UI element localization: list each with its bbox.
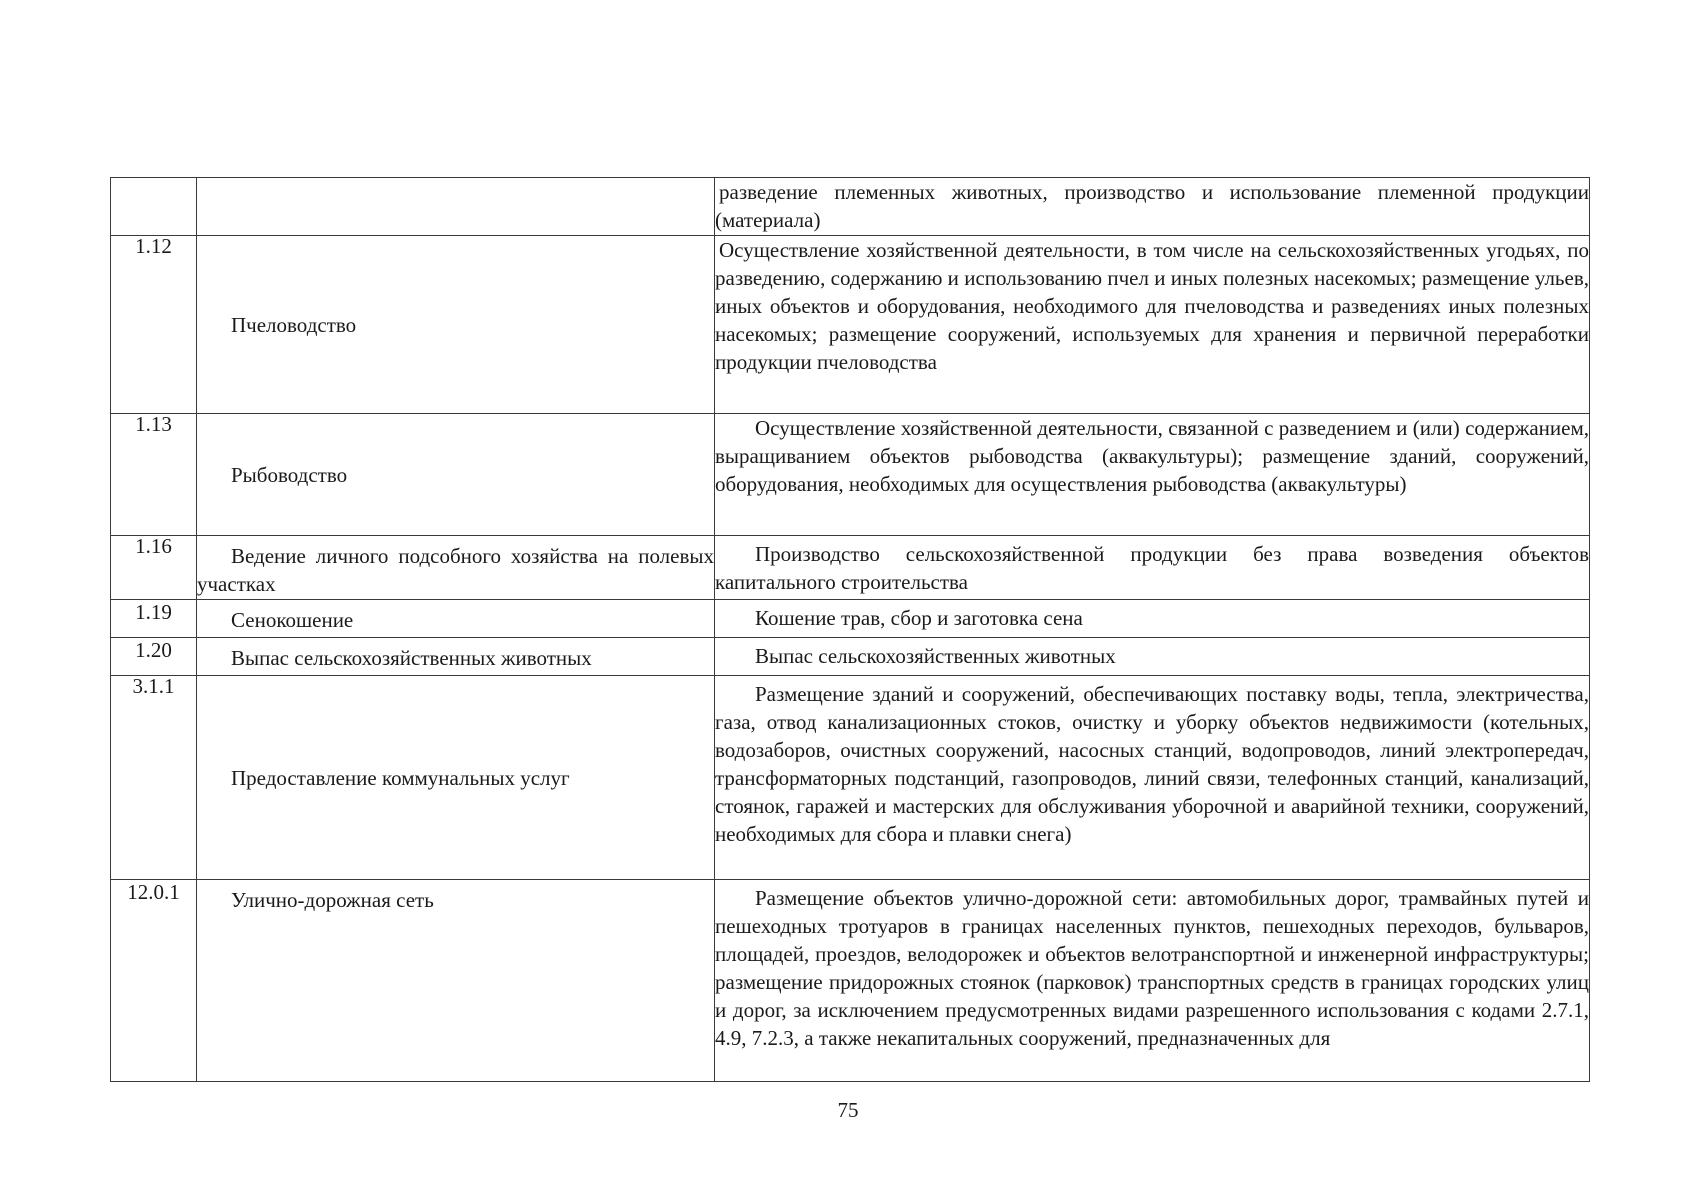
code-cell [111, 880, 197, 1082]
code-cell [111, 676, 197, 880]
code-cell [111, 178, 197, 236]
description-cell [715, 676, 1590, 880]
code-text: 1.13 [135, 412, 172, 436]
table-row [111, 676, 1590, 880]
name-text: Пчеловодство [231, 312, 357, 337]
description-text: Производство сельскохозяйственной продукции без права возведения объектов капитального строительства [715, 542, 1589, 594]
description-text: Кошение трав, сбор и заготовка сена [755, 606, 1083, 630]
description-cell [715, 600, 1590, 638]
code-cell [111, 638, 197, 676]
name-cell [197, 178, 715, 236]
code-text: 1.16 [135, 534, 172, 558]
name-cell [197, 414, 715, 536]
page-number: 75 [837, 1098, 859, 1122]
name-cell [197, 880, 715, 1082]
code-cell [111, 600, 197, 638]
land-use-table [110, 177, 1590, 1082]
description-cell [715, 880, 1590, 1082]
name-cell [197, 638, 715, 676]
table-row [111, 638, 1590, 676]
description-cell [715, 178, 1590, 236]
name-cell [197, 676, 715, 880]
name-text: Сенокошение [231, 608, 354, 632]
code-text: 1.12 [135, 234, 172, 258]
table-row [111, 600, 1590, 638]
table-row [111, 414, 1590, 536]
name-text: Рыбоводство [231, 462, 348, 487]
description-text: Размещение объектов улично-дорожной сети: автомобильных дорог, трамвайных путей и пешеходных тротуаров в границах населенных пунктов, пешеходных переходов, бульваров, площадей, проездов, велодорожек и объектов велотранспортной и инженерной инфраструктуры; размещение придорожных стоянок (парковок) транспортных средств в границах городских улиц и дорог, за исключением предусмотренных видами разрешенного использования с кодами 2.7.1, 4.9, 7.2.3, а также некапитальных сооружений, предназначенных для [715, 886, 1589, 1050]
description-cell [715, 638, 1590, 676]
code-cell [111, 414, 197, 536]
name-cell [197, 536, 715, 600]
table-row [111, 178, 1590, 236]
code-cell [111, 236, 197, 414]
table-row [111, 880, 1590, 1082]
description-text: разведение племенных животных, производство и использование племенной продукции (материала) [715, 180, 1589, 232]
code-text: 3.1.1 [132, 674, 175, 698]
name-cell [197, 236, 715, 414]
name-text: Улично-дорожная сеть [231, 888, 434, 912]
description-cell [715, 236, 1590, 414]
description-text: Выпас сельскохозяйственных животных [755, 644, 1116, 668]
name-text: Ведение личного подсобного хозяйства на полевых участках [197, 544, 714, 596]
code-cell [111, 536, 197, 600]
description-cell [715, 536, 1590, 600]
description-text: Размещение зданий и сооружений, обеспечивающих поставку воды, тепла, электричества, газа, отвод канализационных стоков, очистку и уборку объектов недвижимости (котельных, водозаборов, очистных сооружений, насосных станций, водопроводов, линий электропередач, трансформаторных подстанций, газопроводов, линий связи, телефонных станций, канализаций, стоянок, гаражей и мастерских для обслуживания уборочной и аварийной техники, сооружений, необходимых для сбора и плавки снега) [715, 682, 1589, 846]
description-text: Осуществление хозяйственной деятельности, связанной с разведением и (или) содержанием, выращиванием объектов рыбоводства (аквакультуры); размещение зданий, сооружений, оборудования, необходимых для осуществления рыбоводства (аквакультуры) [715, 416, 1589, 496]
code-text: 12.0.1 [127, 880, 180, 904]
name-text: Предоставление коммунальных услуг [231, 765, 570, 790]
description-cell [715, 414, 1590, 536]
name-cell [197, 600, 715, 638]
table-row [111, 236, 1590, 414]
code-text: 1.19 [135, 600, 172, 624]
code-text: 1.20 [135, 638, 172, 662]
name-text: Выпас сельскохозяйственных животных [231, 646, 592, 670]
description-text: Осуществление хозяйственной деятельности, в том числе на сельскохозяйственных угодьях, по разведению, содержанию и использованию пчел и иных полезных насекомых; размещение ульев, иных объектов и оборудования, необходимого для пчеловодства и разведениях иных полезных насекомых; размещение сооружений, используемых для хранения и первичной переработки продукции пчеловодства [715, 238, 1589, 374]
table-row [111, 536, 1590, 600]
